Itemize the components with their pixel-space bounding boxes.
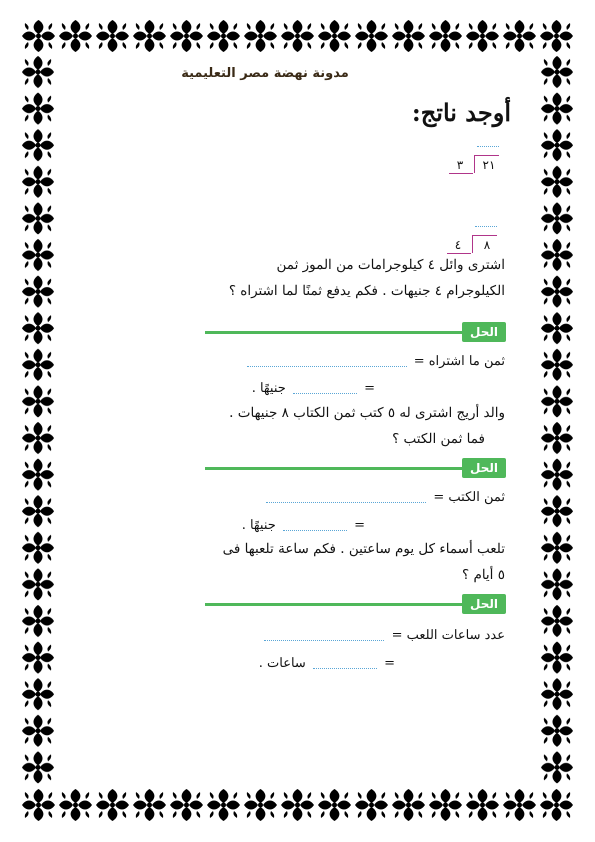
answer-label: ثمن الكتب =: [433, 490, 505, 505]
word-problem-3: [185, 540, 505, 585]
equals-sign: =: [384, 656, 395, 671]
blog-title: مدونة نهضة مصر التعليمية: [181, 66, 349, 81]
division-bracket: [474, 155, 475, 173]
solution-header: [205, 322, 506, 342]
exercise-heading: أوجد ناتج:: [411, 98, 511, 127]
dividend: ٢١: [482, 158, 496, 172]
solution-header: [205, 458, 506, 478]
solution-label: الحل: [462, 458, 506, 478]
answer-label: عدد ساعات اللعب =: [391, 628, 505, 643]
ornament-border-left: [20, 54, 56, 787]
answer-dotted-line: [475, 226, 497, 227]
division-bracket-top: [473, 235, 497, 236]
equals-sign: =: [364, 381, 375, 396]
ornament-border-bottom: [20, 787, 575, 823]
answer-line: [259, 656, 395, 671]
ornament-border-right: [539, 54, 575, 787]
solution-divider: [205, 467, 462, 470]
answer-label: ثمن ما اشتراه =: [413, 354, 505, 369]
answer-blank[interactable]: [266, 492, 426, 503]
word-problem-1: [205, 256, 505, 301]
answer-line: [252, 381, 375, 396]
answer-blank[interactable]: [293, 383, 357, 394]
word-problem-2: [185, 404, 505, 449]
solution-label: الحل: [462, 594, 506, 614]
answer-line: [263, 490, 505, 505]
answer-blank[interactable]: [264, 630, 384, 641]
answer-dotted-line: [477, 146, 499, 147]
answer-blank[interactable]: [247, 356, 407, 367]
problem-text-line: والد أريج اشترى له ٥ كتب ثمن الكتاب ٨ جنيهات .: [229, 405, 505, 421]
solution-label: الحل: [462, 322, 506, 342]
answer-blank[interactable]: [283, 520, 347, 531]
ornament-border-top: [20, 18, 575, 54]
answer-line: [244, 354, 505, 369]
solution-divider: [205, 331, 462, 334]
division-exercise: [443, 146, 503, 190]
problem-text-line: ٥ أيام ؟: [462, 566, 505, 583]
divisor: ٤: [454, 238, 462, 252]
answer-unit: ساعات .: [258, 656, 306, 671]
division-underline: [447, 253, 471, 254]
solution-header: [205, 594, 506, 614]
answer-line: [242, 518, 365, 533]
dividend: ٨: [483, 238, 491, 252]
solution-divider: [205, 603, 462, 606]
division-underline: [449, 173, 473, 174]
answer-unit: جنيهًا .: [241, 518, 276, 533]
problem-text-line: اشترى وائل ٤ كيلوجرامات من الموز ثمن: [276, 257, 505, 273]
problem-text-line: تلعب أسماء كل يوم ساعتين . فكم ساعة تلعبها فى: [222, 541, 505, 557]
problem-text-line: فما ثمن الكتب ؟: [392, 430, 485, 447]
answer-unit: جنيهًا .: [251, 381, 286, 396]
problem-text-line: الكيلوجرام ٤ جنيهات . فكم يدفع ثمنًا لما اشتراه ؟: [228, 282, 505, 299]
answer-line: [261, 628, 505, 643]
division-bracket: [472, 235, 473, 253]
divisor: ٣: [456, 158, 464, 172]
division-bracket-top: [475, 155, 499, 156]
answer-blank[interactable]: [313, 658, 377, 669]
equals-sign: =: [354, 518, 365, 533]
